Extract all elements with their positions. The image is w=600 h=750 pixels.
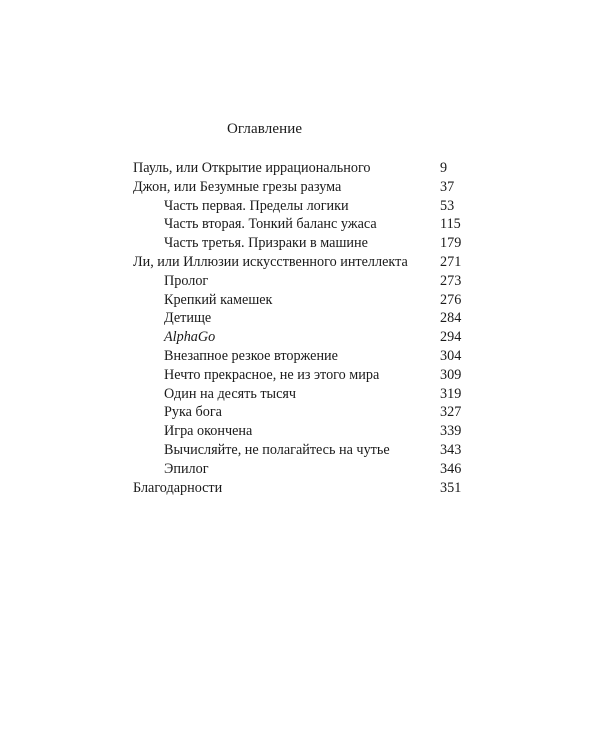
- toc-entry-title: Вычисляйте, не полагайтесь на чутье: [164, 441, 390, 458]
- toc-entry-page: 276: [440, 291, 462, 308]
- toc-entry: [0, 385, 600, 404]
- toc-entry: [0, 215, 600, 234]
- toc-entry-page: 339: [440, 423, 462, 440]
- toc-entry-title: Один на десять тысяч: [164, 385, 297, 402]
- toc-entry-title: Часть первая. Пределы логики: [164, 197, 349, 214]
- toc-entry: [0, 197, 600, 216]
- toc-entry-page: 9: [440, 160, 448, 176]
- toc-entry-page: 179: [440, 235, 462, 252]
- toc-entry-title: Джон, или Безумные грезы разума: [133, 178, 342, 195]
- toc-entry-title: Игра окончена: [164, 423, 253, 440]
- toc-entry-title: Рука бога: [164, 404, 222, 421]
- toc-entry: [0, 347, 600, 366]
- toc-entry-page: 304: [440, 347, 462, 364]
- toc-entry-title: Благодарности: [133, 479, 223, 496]
- toc-entry: [0, 178, 600, 197]
- toc-entry: [0, 460, 600, 479]
- toc-entry-title: AlphaGo: [164, 329, 216, 346]
- toc-entry: [0, 234, 600, 253]
- toc-entry: [0, 422, 600, 441]
- toc-entry: [0, 403, 600, 422]
- toc-entry-page: 271: [440, 253, 462, 270]
- toc-entry-title: Крепкий камешек: [164, 291, 273, 308]
- toc-entry: [0, 159, 600, 178]
- toc-entry-page: 327: [440, 404, 462, 421]
- toc-entry: [0, 328, 600, 347]
- table-of-contents: [0, 159, 600, 497]
- toc-entry-title: Пауль, или Открытие иррационального: [133, 160, 371, 176]
- toc-entry: [0, 479, 600, 498]
- toc-entry-page: 343: [440, 441, 462, 458]
- toc-entry-title: Ли, или Иллюзии искусственного интеллекта: [133, 253, 408, 270]
- toc-entry-page: 346: [440, 460, 462, 477]
- toc-entry-page: 351: [440, 479, 462, 496]
- toc-heading: Оглавление: [227, 121, 303, 137]
- toc-entry-title: Эпилог: [164, 460, 209, 477]
- toc-entry-title: Часть третья. Призраки в машине: [164, 235, 368, 252]
- toc-entry-page: 37: [440, 178, 455, 195]
- toc-entry-page: 319: [440, 385, 462, 402]
- toc-entry-title: Внезапное резкое вторжение: [164, 347, 338, 364]
- toc-entry-page: 309: [440, 366, 462, 383]
- toc-entry-page: 115: [440, 216, 461, 233]
- toc-entry-page: 294: [440, 329, 462, 346]
- toc-entry-title: Нечто прекрасное, не из этого мира: [164, 366, 380, 383]
- toc-entry-page: 284: [440, 310, 462, 327]
- toc-entry-page: 273: [440, 272, 462, 289]
- toc-entry: [0, 309, 600, 328]
- toc-entry-title: Часть вторая. Тонкий баланс ужаса: [164, 216, 377, 233]
- toc-entry: [0, 291, 600, 310]
- toc-entry: [0, 272, 600, 291]
- toc-entry-title: Пролог: [164, 272, 209, 289]
- toc-entry: [0, 441, 600, 460]
- toc-entry: [0, 253, 600, 272]
- toc-entry-title: Детище: [164, 310, 212, 327]
- toc-entry-page: 53: [440, 197, 455, 214]
- toc-entry: [0, 366, 600, 385]
